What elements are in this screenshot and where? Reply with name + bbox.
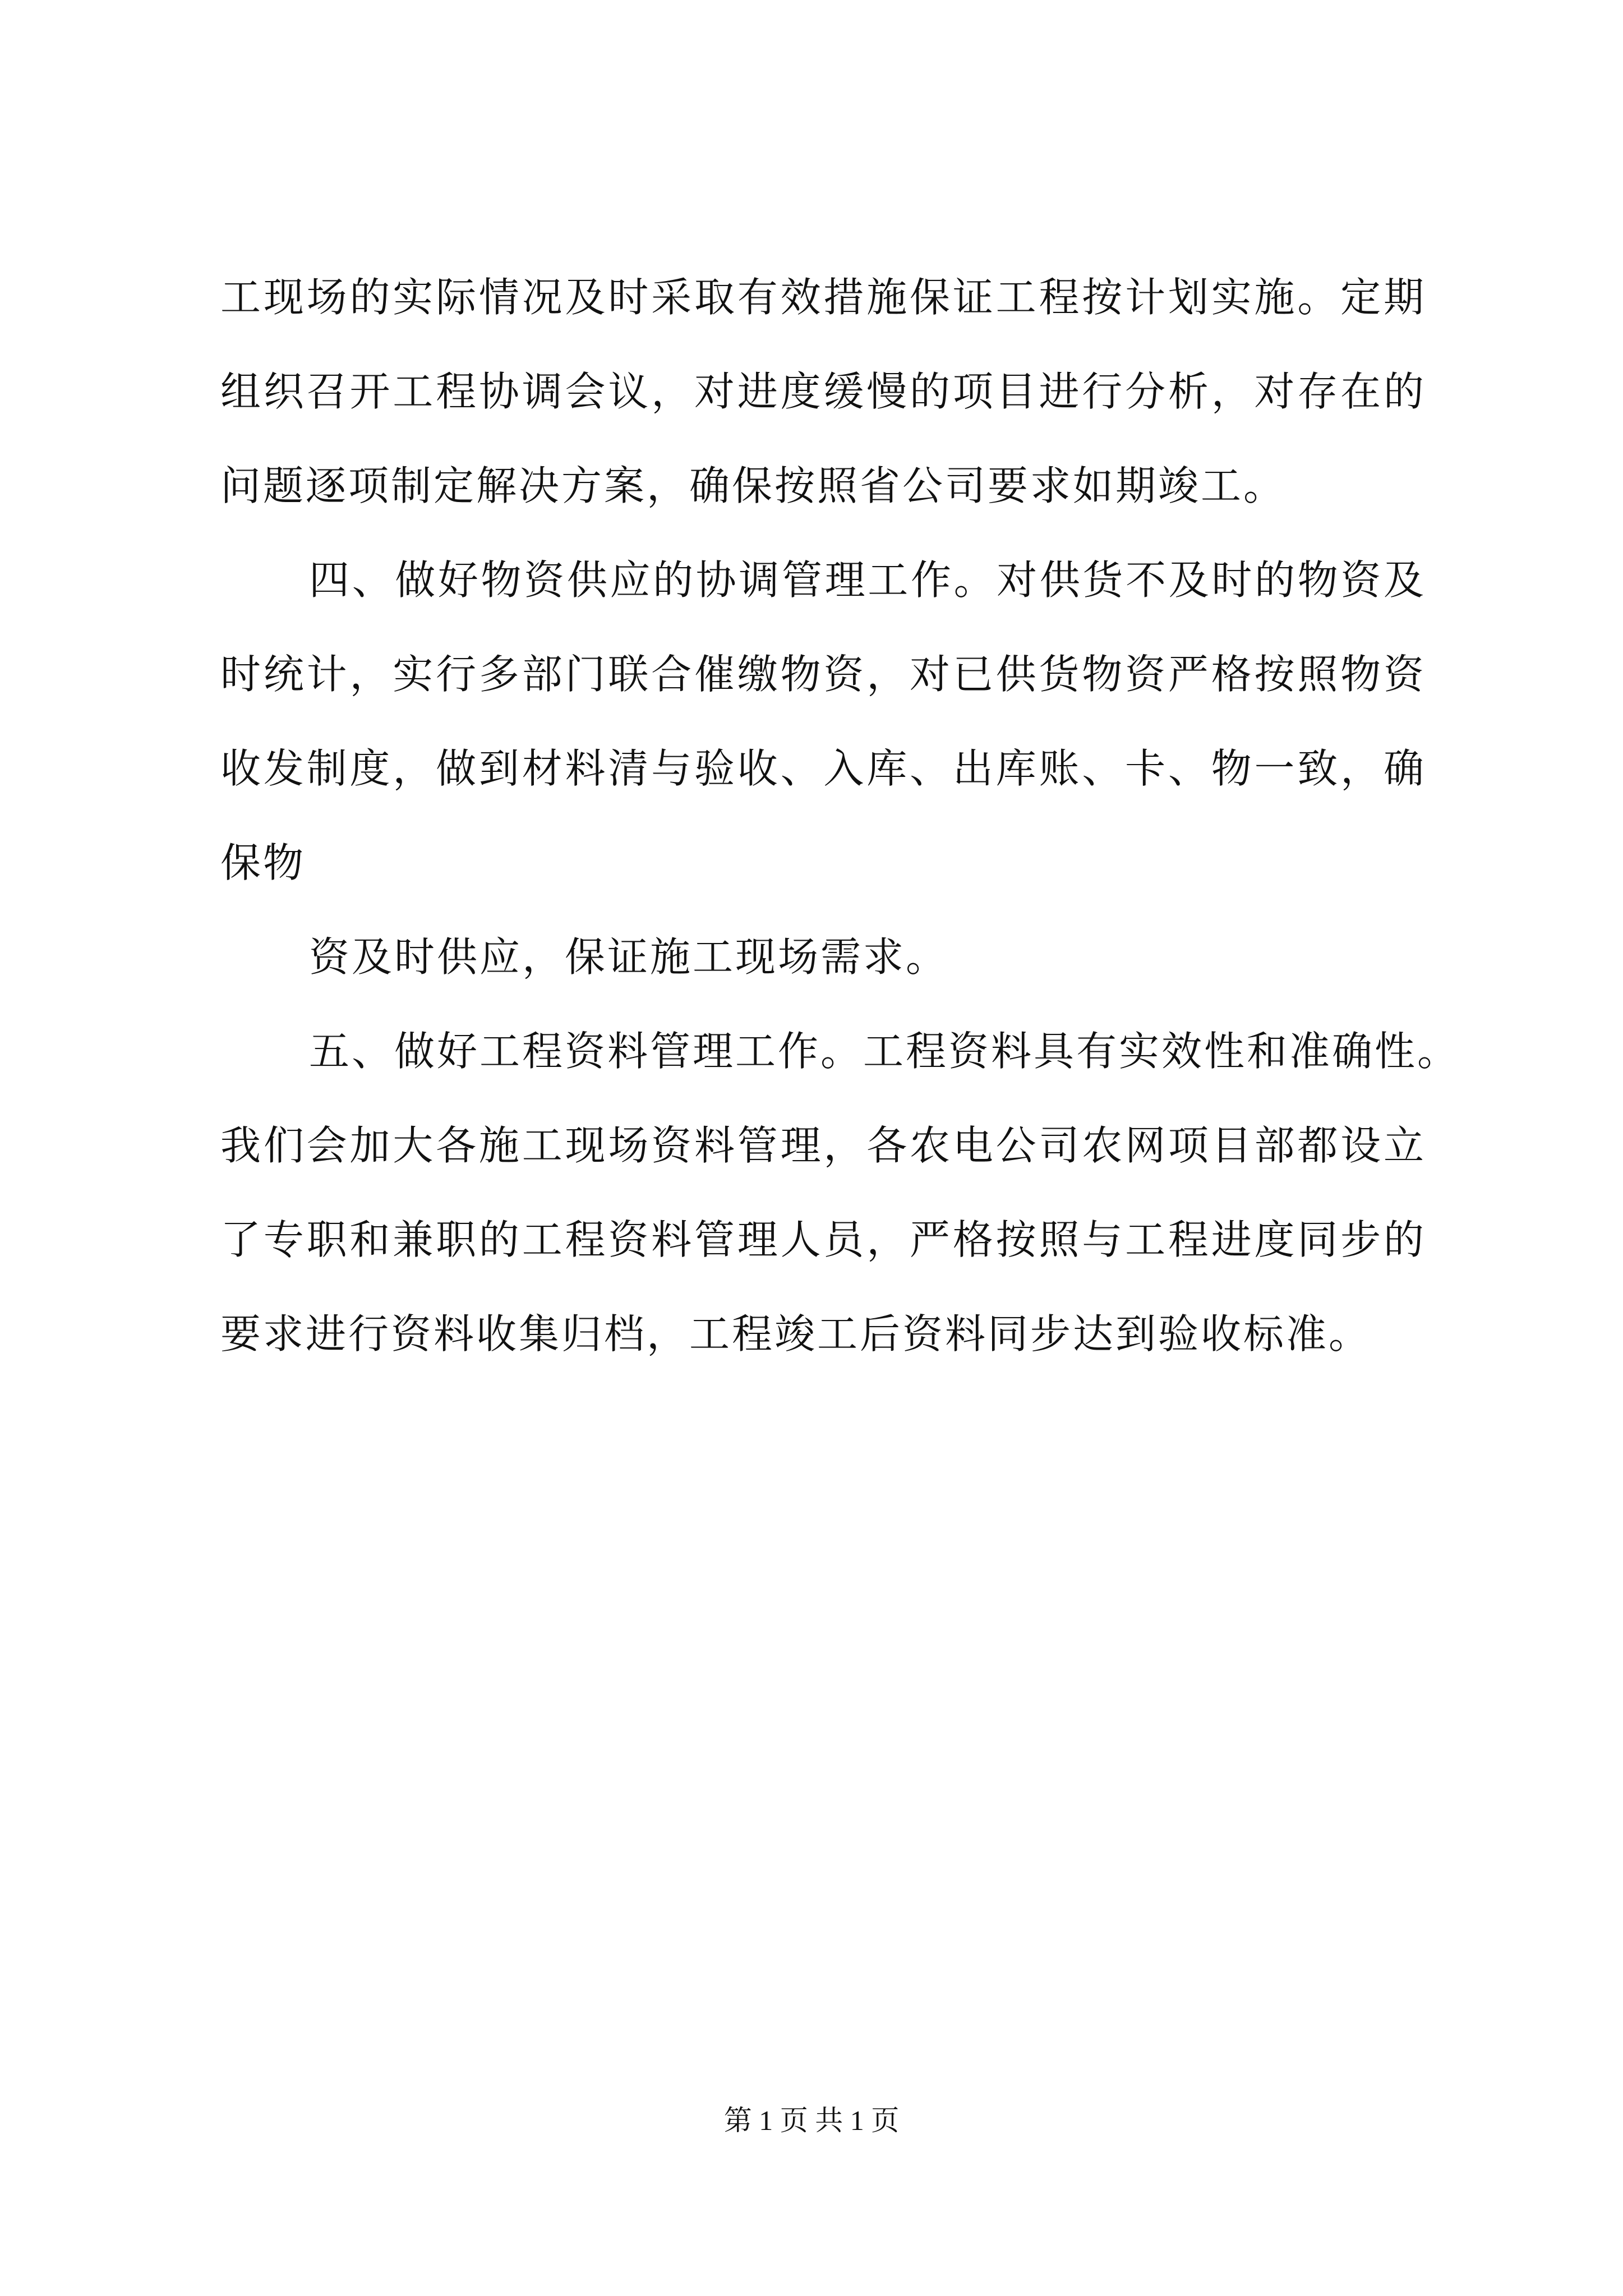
text-line: 组织召开工程协调会议，对进度缓慢的项目进行分析，对存在的 xyxy=(220,368,1426,415)
text-line: 了专职和兼职的工程资料管理人员，严格按照与工程进度同步的 xyxy=(220,1216,1426,1263)
text-line: 工现场的实际情况及时采取有效措施保证工程按计划实施。定期 xyxy=(220,274,1426,321)
text-line: 问题逐项制定解决方案，确保按照省公司要求如期竣工。 xyxy=(220,462,1287,509)
text-line: 收发制度，做到材料清与验收、入库、出库账、卡、物一致，确 xyxy=(220,745,1426,792)
document-body xyxy=(220,269,1460,1400)
text-line: 我们会加大各施工现场资料管理，各农电公司农网项目部都设立 xyxy=(220,1122,1426,1169)
paragraph-heading-line: 五、做好工程资料管理工作。工程资料具有实效性和准确性。 xyxy=(309,1028,1460,1075)
text-line: 要求进行资料收集归档，工程竣工后资料同步达到验收标准。 xyxy=(220,1310,1372,1358)
text-line: 保物 xyxy=(220,839,306,886)
text-line: 资及时供应，保证施工现场需求。 xyxy=(309,933,949,981)
paragraph-heading-line: 四、做好物资供应的协调管理工作。对供货不及时的物资及 xyxy=(309,556,1426,604)
page-footer: 第 1 页 共 1 页 xyxy=(723,2105,900,2136)
text-line: 时统计，实行多部门联合催缴物资，对已供货物资严格按照物资 xyxy=(220,651,1426,698)
